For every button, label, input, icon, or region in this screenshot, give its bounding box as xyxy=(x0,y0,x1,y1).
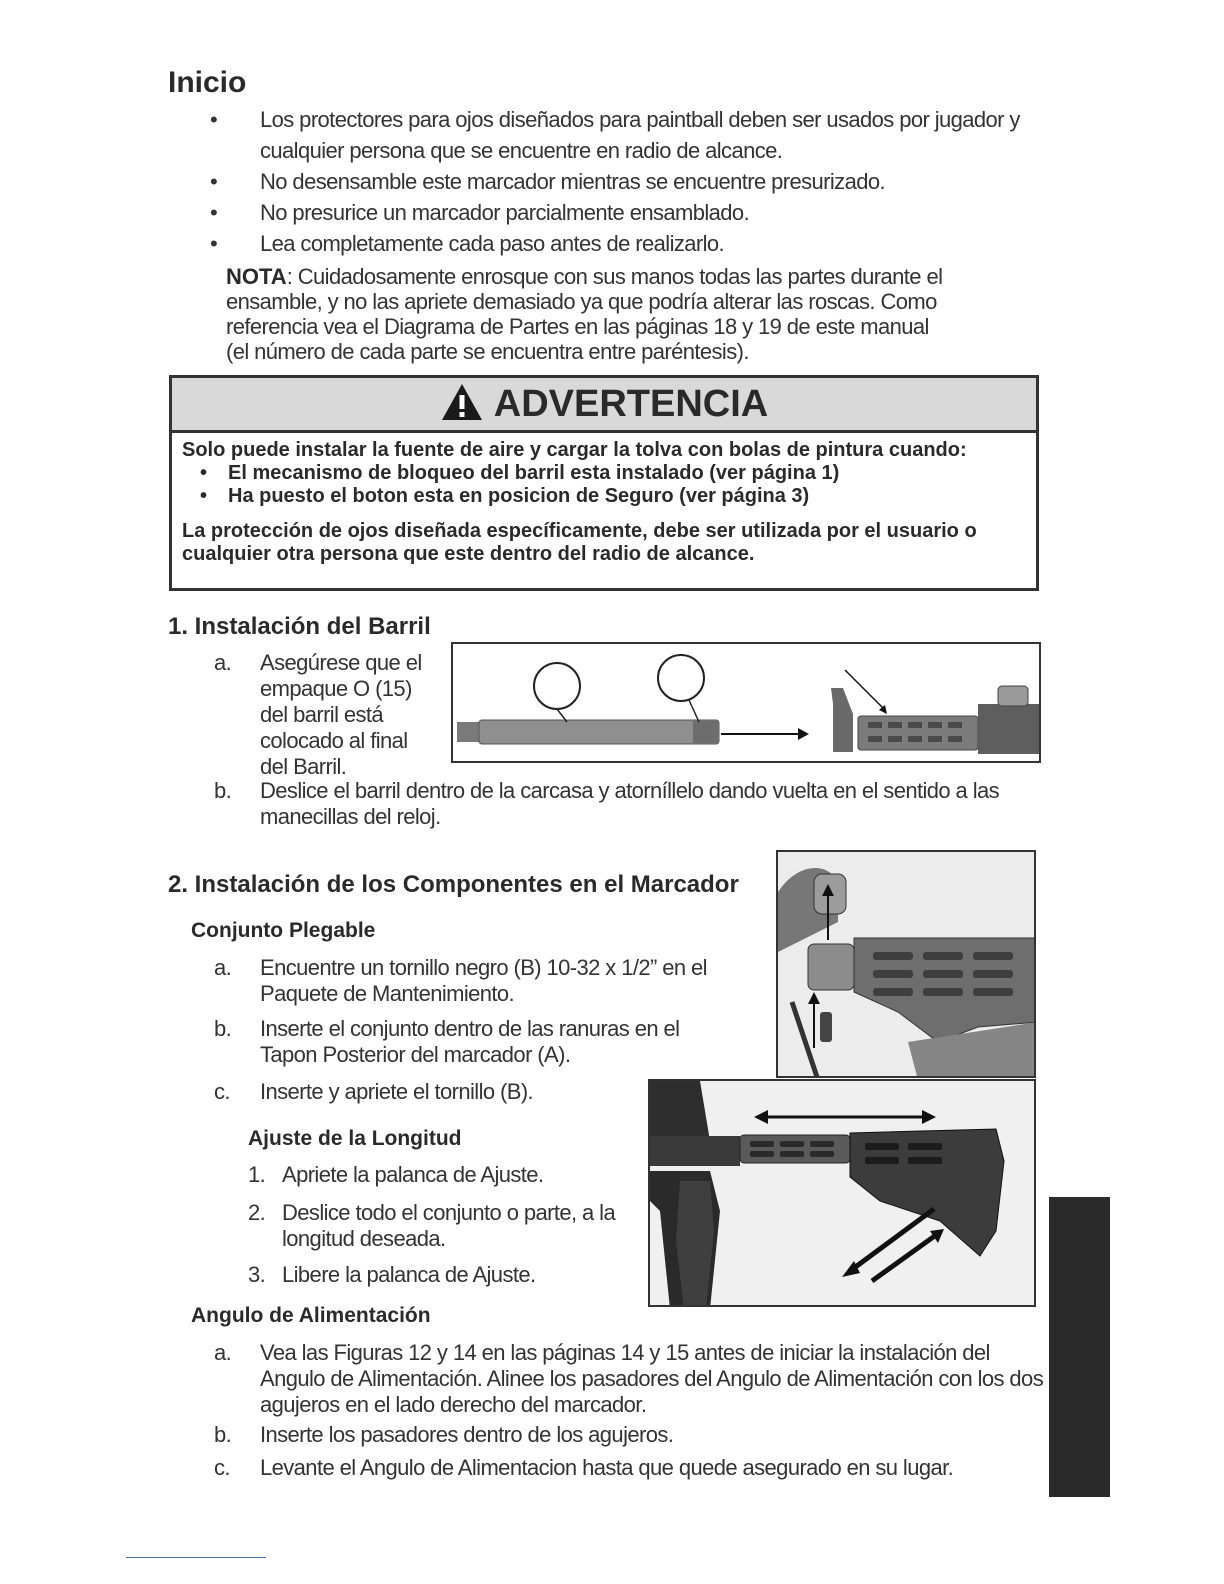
footer-rule xyxy=(126,1557,266,1558)
bullet-icon: • xyxy=(210,169,218,194)
subsection-title-folding: Conjunto Plegable xyxy=(191,919,376,942)
warning-icon xyxy=(440,382,484,427)
assembly-note xyxy=(226,264,946,364)
bullet-icon: • xyxy=(210,200,218,225)
list-item: • Los protectores para ojos diseñados para paintball deben ser usados por jugador y cualquier persona que se encuentre en radio de alcance. xyxy=(210,104,1060,166)
subsection-title-feed-angle: Angulo de Alimentación xyxy=(191,1304,431,1327)
note-label: NOTA xyxy=(226,264,287,289)
warning-intro: Solo puede instalar la fuente de aire y cargar la tolva con bolas de pintura cuando: xyxy=(182,439,967,461)
list-item: • No desensamble este marcador mientras se encuentre presurizado. xyxy=(210,166,1060,197)
section-title-barrel: 1. Instalación del Barril xyxy=(168,613,431,640)
bullet-icon: • xyxy=(210,231,218,256)
warning-list xyxy=(182,462,1026,508)
list-item: • Lea completamente cada paso antes de realizarlo. xyxy=(210,228,1060,259)
warning-body xyxy=(172,433,1036,566)
barrel-figure xyxy=(451,642,1041,763)
safety-bullet-list xyxy=(210,104,1060,259)
list-item: • No presurice un marcador parcialmente ensamblado. xyxy=(210,197,1060,228)
warning-title: ADVERTENCIA xyxy=(493,382,769,425)
page-edge-tab xyxy=(1049,1197,1110,1497)
warning-item: • Ha puesto el boton esta en posicion de Seguro (ver página 3) xyxy=(182,485,1026,508)
warning-box xyxy=(169,375,1039,591)
length-adjust-figure xyxy=(648,1079,1036,1307)
warning-item: • El mecanismo de bloqueo del barril esta instalado (ver página 1) xyxy=(182,462,1026,485)
page-title: Inicio xyxy=(168,66,247,99)
bullet-icon: • xyxy=(210,107,218,132)
note-text: : Cuidadosamente enrosque con sus manos todas las partes durante el ensamble, y no las apriete demasiado ya que podría alterar las roscas. Como referencia vea el Diagrama de Partes en las páginas 18 y 19 de este manual (el número de cada parte se encuentra entre paréntesis). xyxy=(226,264,943,364)
folding-stock-figure xyxy=(776,850,1036,1078)
section-title-components: 2. Instalación de los Componentes en el Marcador xyxy=(168,871,739,898)
warning-closing: La protección de ojos diseñada específicamente, debe ser utilizada por el usuario o cualquier otra persona que este dentro del radio de alcance. xyxy=(182,520,977,565)
subsection-title-length: Ajuste de la Longitud xyxy=(248,1127,462,1150)
warning-header xyxy=(172,378,1036,433)
